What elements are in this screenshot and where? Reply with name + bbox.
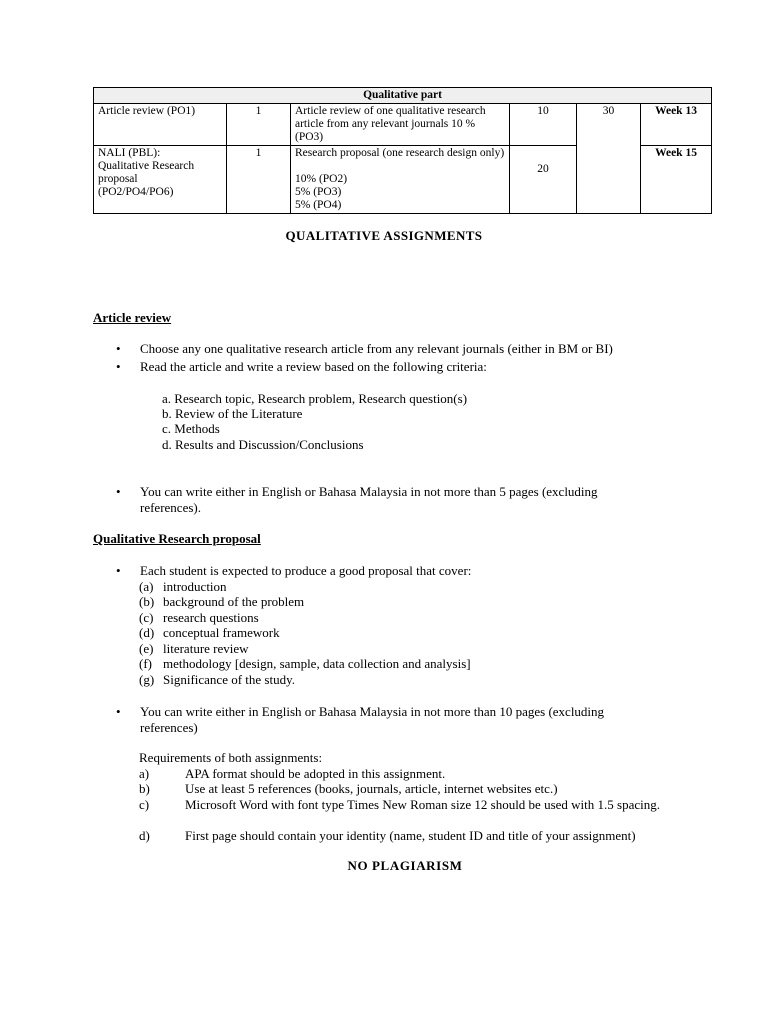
bullet-icon: •	[116, 704, 121, 719]
table-row	[94, 104, 712, 146]
criteria-item: c. Methods	[162, 421, 220, 436]
assessment-table	[93, 87, 712, 214]
bullet-icon: •	[116, 563, 121, 578]
table-cell	[94, 146, 227, 214]
document-title: QUALITATIVE ASSIGNMENTS	[285, 228, 483, 243]
article-bullet-3: You can write either in English or Bahasa Malaysia in not more than 5 pages (excluding references).	[140, 484, 598, 515]
requirement-label: b)	[139, 781, 150, 796]
proposal-item-label: (f)	[139, 656, 152, 671]
proposal-item-label: (c)	[139, 610, 154, 625]
requirements-heading: Requirements of both assignments:	[139, 750, 323, 765]
table-cell: 1	[227, 104, 291, 146]
requirement-text: Use at least 5 references (books, journals, article, internet websites etc.)	[185, 781, 558, 796]
criteria-item: d. Results and Discussion/Conclusions	[162, 437, 364, 452]
proposal-bullet-2: You can write either in English or Bahasa Malaysia in not more than 10 pages (excluding references)	[140, 704, 605, 735]
proposal-item-text: background of the problem	[163, 594, 305, 609]
cell-line: NALI (PBL):	[98, 147, 161, 159]
table-cell: 30	[577, 104, 641, 214]
proposal-item-text: introduction	[163, 579, 227, 594]
proposal-item-text: Significance of the study.	[163, 672, 296, 687]
cell-line: 5% (PO3)	[295, 186, 342, 198]
article-bullet-1: Choose any one qualitative research article from any relevant journals (either in BM or BI)	[140, 341, 613, 356]
proposal-item-label: (a)	[139, 579, 154, 594]
bullet-icon: •	[116, 341, 121, 356]
article-review-heading: Article review	[93, 310, 172, 325]
proposal-item-text: research questions	[163, 610, 259, 625]
proposal-item-label: (b)	[139, 594, 155, 609]
table-cell: 20	[510, 146, 577, 214]
criteria-item: b. Review of the Literature	[162, 406, 303, 421]
requirement-label: d)	[139, 828, 150, 843]
cell-line: 5% (PO4)	[295, 199, 342, 211]
proposal-item-label: (d)	[139, 625, 155, 640]
table-cell: 10	[510, 104, 577, 146]
no-plagiarism-notice: NO PLAGIARISM	[347, 858, 463, 873]
table-header-row	[94, 88, 712, 104]
proposal-item-text: literature review	[163, 641, 249, 656]
proposal-item-text: conceptual framework	[163, 625, 280, 640]
proposal-item-label: (e)	[139, 641, 154, 656]
table-cell	[291, 146, 510, 214]
table-cell: Article review (PO1)	[94, 104, 227, 146]
cell-line: (PO2/PO4/PO6)	[98, 186, 174, 198]
table-cell: Week 13	[641, 104, 712, 146]
table-cell: Week 15	[641, 146, 712, 214]
table-cell: Article review of one qualitative research article from any relevant journals 10 % (PO3)	[291, 104, 510, 146]
article-bullet-2: Read the article and write a review based on the following criteria:	[140, 359, 487, 374]
cell-line: Qualitative Research proposal	[98, 160, 195, 185]
table-header: Qualitative part	[94, 88, 712, 104]
requirement-label: a)	[139, 766, 150, 781]
bullet-icon: •	[116, 359, 121, 374]
requirement-text: APA format should be adopted in this assignment.	[185, 766, 446, 781]
proposal-bullet-1: Each student is expected to produce a good proposal that cover:	[140, 563, 472, 578]
proposal-item-text: methodology [design, sample, data collection and analysis]	[163, 656, 471, 671]
cell-line: Research proposal (one research design only)	[295, 147, 505, 159]
requirement-label: c)	[139, 797, 150, 812]
criteria-item: a. Research topic, Research problem, Research question(s)	[162, 391, 468, 406]
table-cell: 1	[227, 146, 291, 214]
requirement-text: First page should contain your identity (name, student ID and title of your assignment)	[185, 828, 636, 843]
proposal-item-label: (g)	[139, 672, 155, 687]
proposal-heading: Qualitative Research proposal	[93, 531, 261, 546]
cell-line: 10% (PO2)	[295, 173, 348, 185]
bullet-icon: •	[116, 484, 121, 499]
requirement-text: Microsoft Word with font type Times New Roman size 12 should be used with 1.5 spacing.	[185, 797, 660, 812]
